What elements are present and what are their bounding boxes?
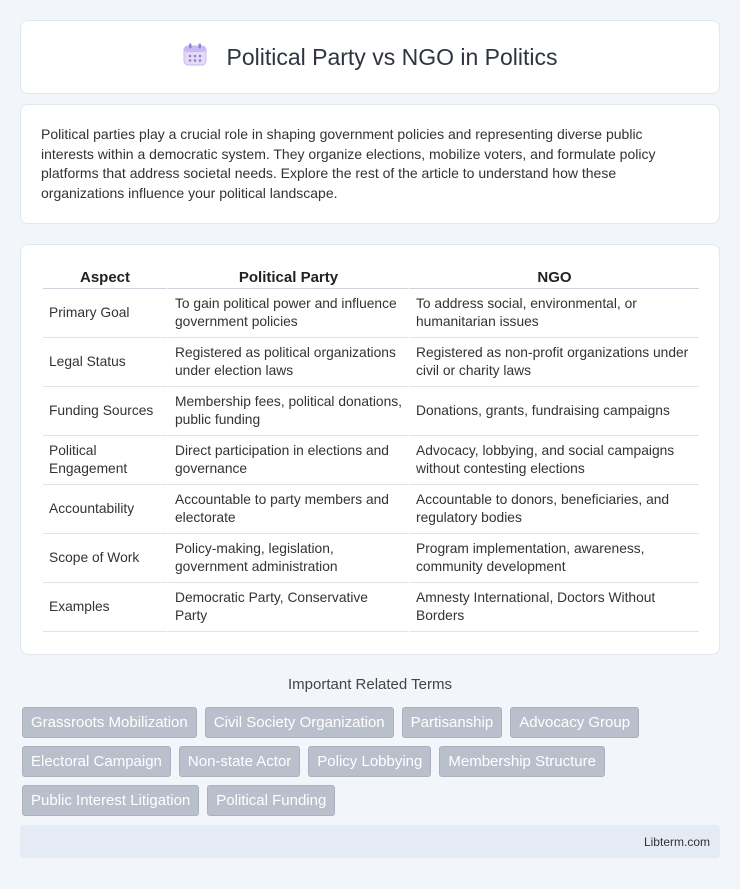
related-term-tag[interactable]: Public Interest Litigation — [22, 785, 199, 816]
header-ngo: NGO — [408, 265, 699, 289]
cell-ngo: Donations, grants, fundraising campaigns — [408, 387, 699, 436]
header-political-party: Political Party — [167, 265, 408, 289]
table-row — [43, 289, 699, 338]
table-row — [43, 485, 699, 534]
cell-aspect: Scope of Work — [43, 534, 167, 583]
related-term-tag[interactable]: Policy Lobbying — [308, 746, 431, 777]
related-term-tag[interactable]: Civil Society Organization — [205, 707, 394, 738]
cell-political-party: Policy-making, legislation, government administration — [167, 534, 408, 583]
cell-political-party: Direct participation in elections and governance — [167, 436, 408, 485]
calendar-icon — [182, 43, 208, 72]
cell-aspect: Political Engagement — [43, 436, 167, 485]
related-term-tag[interactable]: Non-state Actor — [179, 746, 300, 777]
table-header-row — [43, 265, 699, 289]
table-row — [43, 583, 699, 632]
related-terms-list — [22, 707, 722, 816]
cell-aspect: Primary Goal — [43, 289, 167, 338]
table-row — [43, 436, 699, 485]
footer-site-link[interactable]: Libterm.com — [643, 834, 710, 849]
cell-ngo: Amnesty International, Doctors Without Borders — [408, 583, 699, 632]
table-row — [43, 338, 699, 387]
header-aspect: Aspect — [43, 265, 167, 289]
header-card — [20, 20, 720, 94]
table-row — [43, 534, 699, 583]
comparison-table — [43, 265, 699, 632]
related-term-tag[interactable]: Electoral Campaign — [22, 746, 171, 777]
comparison-card — [20, 244, 720, 655]
cell-ngo: Advocacy, lobbying, and social campaigns without contesting elections — [408, 436, 699, 485]
page-title: Political Party vs NGO in Politics — [226, 43, 558, 70]
cell-political-party: Accountable to party members and electorate — [167, 485, 408, 534]
intro-card — [20, 104, 720, 224]
intro-paragraph: Political parties play a crucial role in shaping government policies and representing diverse public interests within a democratic system. They organize elections, mobilize voters, and formulate policy platforms that address societal needs. Explore the rest of the article to understand how these organizations influence your political landscape. — [41, 126, 656, 201]
cell-aspect: Funding Sources — [43, 387, 167, 436]
cell-ngo: Program implementation, awareness, community development — [408, 534, 699, 583]
cell-ngo: To address social, environmental, or humanitarian issues — [408, 289, 699, 338]
related-terms-title: Important Related Terms — [288, 676, 452, 693]
cell-aspect: Legal Status — [43, 338, 167, 387]
cell-ngo: Registered as non-profit organizations under civil or charity laws — [408, 338, 699, 387]
cell-ngo: Accountable to donors, beneficiaries, and regulatory bodies — [408, 485, 699, 534]
cell-political-party: Registered as political organizations under election laws — [167, 338, 408, 387]
related-term-tag[interactable]: Partisanship — [402, 707, 503, 738]
related-term-tag[interactable]: Grassroots Mobilization — [22, 707, 197, 738]
cell-political-party: Membership fees, political donations, public funding — [167, 387, 408, 436]
cell-aspect: Accountability — [43, 485, 167, 534]
cell-political-party: To gain political power and influence government policies — [167, 289, 408, 338]
related-term-tag[interactable]: Membership Structure — [439, 746, 605, 777]
cell-aspect: Examples — [43, 583, 167, 632]
cell-political-party: Democratic Party, Conservative Party — [167, 583, 408, 632]
related-term-tag[interactable]: Political Funding — [207, 785, 335, 816]
related-term-tag[interactable]: Advocacy Group — [510, 707, 639, 738]
table-row — [43, 387, 699, 436]
footer — [20, 825, 720, 858]
